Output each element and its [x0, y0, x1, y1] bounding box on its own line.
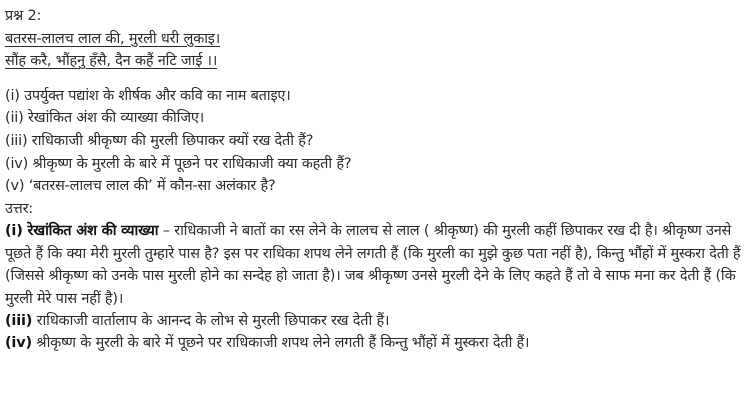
answer-item-2-label: (iii) [5, 312, 33, 329]
answer-item-1 [5, 220, 741, 310]
sub-question-4: (iv) श्रीकृष्ण के मुरली के बारे में पूछने पर राधिकाजी क्या कहती हैं? [5, 155, 352, 172]
sub-question-3: (iii) राधिकाजी श्रीकृष्ण की मुरली छिपाकर क्यों रख देती हैं? [5, 132, 314, 149]
couplet-line [5, 28, 741, 51]
answer-item-3 [5, 332, 741, 354]
answer-item-1-label: (i) रेखांकित अंश की व्याख्या [5, 223, 159, 240]
sub-question-5: (v) ‘बतरस-लालच लाल की’ में कौन-सा अलंकार है? [5, 178, 276, 195]
sub-question-2: (ii) रेखांकित अंश की व्याख्या कीजिए। [5, 110, 205, 127]
answer-label: उत्तर: [5, 200, 33, 217]
sub-question-1: (i) उपर्युक्त पद्यांश के शीर्षक और कवि का नाम बताइए। [5, 87, 291, 104]
couplet-line-2: सौंह करै, भौंहनु हँसै, दैन कहैं नटि जाई ।। [5, 53, 218, 70]
answer-item-1-text: – राधिकाजी ने बातों का रस लेने के लालच से लाल ( श्रीकृष्ण) की मुरली कहीं छिपाकर रख दी है। श्रीकृष्ण उनसे पूछते हैं कि क्या मेरी मुरली तुम्हारे पास है? इस पर राधिका शपथ लेने लगती हैं (कि मुरली का मुझे कुछ पता नहीं है), किन्तु भौंहों में मुस्करा देती हैं (जिससे श्रीकृष्ण को उनके पास मुरली होने का सन्देह हो जाता है)। जब श्रीकृष्ण उनसे मुरली देने के लिए कहते हैं तो वे साफ मना कर देती हैं (कि मुरली मेरे पास नहीं है)। [5, 223, 741, 307]
answer-item-3-label: (iv) [5, 335, 32, 352]
answer-item-2-text: राधिकाजी वार्तालाप के आनन्द के लोभ से मुरली छिपाकर रख देती हैं। [32, 312, 390, 329]
answer-item-3-text: श्रीकृष्ण के मुरली के बारे में पूछने पर राधिकाजी शपथ लेने लगती हैं किन्तु भौंहों में मुस्करा देती हैं। [31, 335, 530, 352]
couplet-line [5, 50, 741, 73]
answer-item-2 [5, 310, 741, 332]
spacer [5, 73, 741, 85]
couplet-line-1: बतरस-लालच लाल की, मुरली धरी लुकाइ। [5, 30, 221, 47]
question-number: प्रश्न 2: [5, 8, 42, 24]
